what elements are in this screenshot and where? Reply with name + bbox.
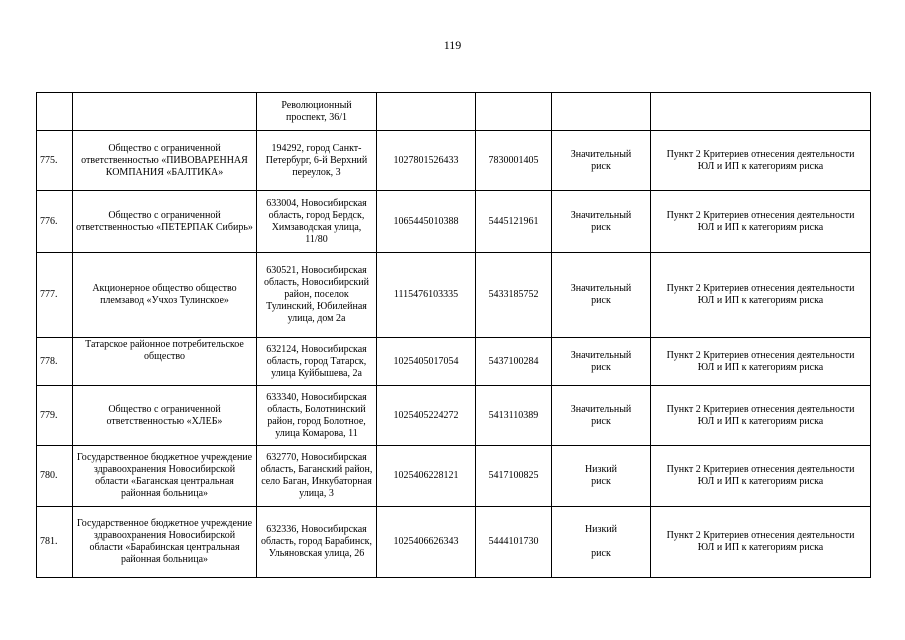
organization-name: Общество с ограниченной ответственностью «ПИВОВАРЕННАЯ КОМПАНИЯ «БАЛТИКА»	[73, 131, 257, 191]
row-number: 776.	[37, 191, 73, 253]
table-row	[37, 507, 871, 578]
criteria-line: ЮЛ и ИП к категориям риска	[697, 295, 824, 306]
risk-category	[552, 253, 651, 338]
risk-category	[552, 93, 651, 131]
risk-spacer	[555, 536, 647, 548]
risk-category	[552, 507, 651, 578]
criteria-reference	[651, 93, 871, 131]
criteria-reference	[651, 191, 871, 253]
table-row	[37, 446, 871, 507]
risk-level: Значительный	[570, 403, 632, 415]
organization-address: 632336, Новосибирская область, город Барабинск, Ульяновская улица, 26	[257, 507, 377, 578]
row-number	[37, 93, 73, 131]
risk-category	[552, 446, 651, 507]
organization-address: 633004, Новосибирская область, город Бердск, Химзаводская улица, 11/80	[257, 191, 377, 253]
organization-address: 194292, город Санкт-Петербург, 6-й Верхний переулок, 3	[257, 131, 377, 191]
ogrn-value: 1065445010388	[377, 191, 476, 253]
ogrn-value: 1115476103335	[377, 253, 476, 338]
inn-value: 5445121961	[476, 191, 552, 253]
row-number: 780.	[37, 446, 73, 507]
ogrn-value: 1027801526433	[377, 131, 476, 191]
risk-level: Значительный	[570, 283, 632, 294]
criteria-line: ЮЛ и ИП к категориям риска	[697, 160, 824, 172]
criteria-reference	[651, 446, 871, 507]
risk-level: Значительный	[570, 209, 632, 221]
risk-category	[552, 131, 651, 191]
organization-address: 633340, Новосибирская область, Болотнинский район, город Болотное, улица Комарова, 11	[257, 386, 377, 446]
risk-level: Значительный	[570, 148, 632, 160]
inn-value: 5437100284	[476, 338, 552, 386]
ogrn-value: 1025405224272	[377, 386, 476, 446]
criteria-line: Пункт 2 Критериев отнесения деятельности	[666, 530, 855, 541]
risk-word: риск	[591, 295, 611, 306]
criteria-reference	[651, 386, 871, 446]
row-number: 775.	[37, 131, 73, 191]
organization-name: Татарское районное потребительское общество	[73, 338, 257, 386]
criteria-line: ЮЛ и ИП к категориям риска	[697, 542, 824, 553]
inn-value: 7830001405	[476, 131, 552, 191]
risk-word: риск	[591, 221, 611, 233]
organization-name	[73, 93, 257, 131]
ogrn-value: 1025406228121	[377, 446, 476, 507]
criteria-reference	[651, 253, 871, 338]
criteria-line: ЮЛ и ИП к категориям риска	[697, 221, 824, 233]
table-row	[37, 93, 871, 131]
criteria-line: Пункт 2 Критериев отнесения деятельности	[666, 283, 855, 294]
criteria-line: ЮЛ и ИП к категориям риска	[697, 476, 824, 487]
row-number: 777.	[37, 253, 73, 338]
ogrn-value: 1025405017054	[377, 338, 476, 386]
risk-word: риск	[591, 476, 611, 487]
inn-value	[476, 93, 552, 131]
organization-name: Государственное бюджетное учреждение здравоохранения Новосибирской области «Барабинская центральная районная больница»	[73, 507, 257, 578]
organization-address: Революционный проспект, 36/1	[257, 93, 377, 131]
risk-word: риск	[591, 548, 611, 559]
organization-name: Государственное бюджетное учреждение здравоохранения Новосибирской области «Баганская центральная районная больница»	[73, 446, 257, 507]
row-number: 779.	[37, 386, 73, 446]
inn-value: 5444101730	[476, 507, 552, 578]
organization-name: Акционерное общество общество племзавод «Учхоз Тулинское»	[73, 253, 257, 338]
ogrn-value	[377, 93, 476, 131]
table-row	[37, 338, 871, 386]
page-number: 119	[443, 38, 462, 52]
table-row	[37, 386, 871, 446]
risk-level: Низкий	[584, 524, 618, 535]
registry-table	[36, 92, 871, 578]
row-number: 781.	[37, 507, 73, 578]
risk-word: риск	[591, 415, 611, 427]
criteria-line: ЮЛ и ИП к категориям риска	[697, 361, 824, 373]
criteria-reference	[651, 338, 871, 386]
criteria-line: Пункт 2 Критериев отнесения деятельности	[666, 464, 855, 475]
risk-level: Значительный	[570, 349, 632, 361]
table-row	[37, 191, 871, 253]
inn-value: 5433185752	[476, 253, 552, 338]
table-row	[37, 131, 871, 191]
table-row	[37, 253, 871, 338]
organization-name: Общество с ограниченной ответственностью «ХЛЕБ»	[73, 386, 257, 446]
criteria-line: Пункт 2 Критериев отнесения деятельности	[666, 148, 855, 160]
criteria-reference	[651, 507, 871, 578]
risk-category	[552, 191, 651, 253]
organization-address: 632124, Новосибирская область, город Татарск, улица Куйбышева, 2а	[257, 338, 377, 386]
organization-address: 632770, Новосибирская область, Баганский район, село Баган, Инкубаторная улица, 3	[257, 446, 377, 507]
criteria-reference	[651, 131, 871, 191]
criteria-line: Пункт 2 Критериев отнесения деятельности	[666, 209, 855, 221]
table-body	[37, 93, 871, 578]
criteria-line: Пункт 2 Критериев отнесения деятельности	[666, 349, 855, 361]
criteria-line: Пункт 2 Критериев отнесения деятельности	[666, 403, 855, 415]
ogrn-value: 1025406626343	[377, 507, 476, 578]
row-number: 778.	[37, 338, 73, 386]
risk-category	[552, 386, 651, 446]
risk-category	[552, 338, 651, 386]
inn-value: 5413110389	[476, 386, 552, 446]
risk-word: риск	[591, 361, 611, 373]
organization-address: 630521, Новосибирская область, Новосибирский район, поселок Тулинский, Юбилейная улица, дом 2а	[257, 253, 377, 338]
risk-word: риск	[591, 160, 611, 172]
inn-value: 5417100825	[476, 446, 552, 507]
risk-level: Низкий	[584, 464, 618, 475]
criteria-line: ЮЛ и ИП к категориям риска	[697, 415, 824, 427]
organization-name: Общество с ограниченной ответственностью «ПЕТЕРПАК Сибирь»	[73, 191, 257, 253]
